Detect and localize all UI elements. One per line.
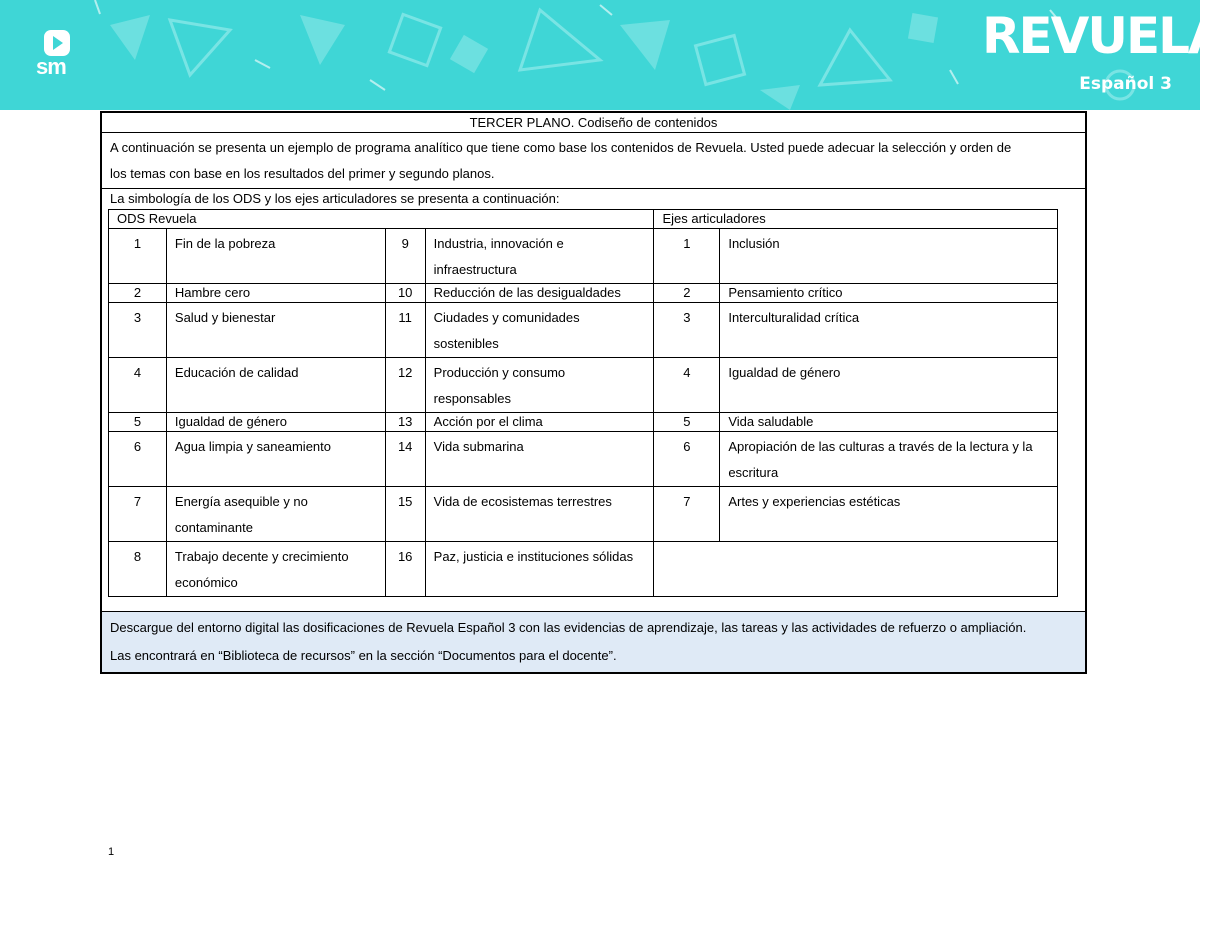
- ods-number: 10: [385, 284, 425, 303]
- ods-name: Paz, justicia e instituciones sólidas: [425, 542, 654, 597]
- ods-name: Igualdad de género: [166, 413, 385, 432]
- symbology-label: La simbología de los ODS y los ejes articuladores se presenta a continuación:: [110, 191, 560, 206]
- eje-number: 7: [654, 487, 720, 542]
- ods-name: Trabajo decente y crecimiento económico: [166, 542, 385, 597]
- ods-number: 13: [385, 413, 425, 432]
- eje-name: Pensamiento crítico: [720, 284, 1058, 303]
- ods-number: 5: [109, 413, 167, 432]
- revuela-logo: REVUELA: [982, 7, 1225, 65]
- content-table: [100, 111, 1087, 674]
- ods-number: 7: [109, 487, 167, 542]
- eje-name: Vida saludable: [720, 413, 1058, 432]
- table-row: [109, 229, 1058, 284]
- eje-name: Igualdad de género: [720, 358, 1058, 413]
- ods-number: 2: [109, 284, 167, 303]
- download-note-line-1: Descargue del entorno digital las dosificaciones de Revuela Español 3 con las evidencias de aprendizaje, las tareas y las actividades de refuerzo o ampliación.: [110, 620, 1027, 635]
- eje-name: Inclusión: [720, 229, 1058, 284]
- eje-number: 6: [654, 432, 720, 487]
- ods-name: Industria, innovación e infraestructura: [425, 229, 654, 284]
- ods-number: 9: [385, 229, 425, 284]
- ods-number: 12: [385, 358, 425, 413]
- ods-number: 16: [385, 542, 425, 597]
- ods-name: Vida de ecosistemas terrestres: [425, 487, 654, 542]
- table-row: [109, 358, 1058, 413]
- symbology-section: [102, 189, 1085, 612]
- intro-line-1: A continuación se presenta un ejemplo de programa analítico que tiene como base los contenidos de Revuela. Usted puede adecuar la selección y orden de: [110, 140, 1012, 155]
- ods-name: Acción por el clima: [425, 413, 654, 432]
- eje-name: Artes y experiencias estéticas: [720, 487, 1058, 542]
- ods-header: ODS Revuela: [109, 210, 654, 229]
- ods-number: 11: [385, 303, 425, 358]
- table-row: [109, 487, 1058, 542]
- intro-paragraph: [102, 133, 1085, 189]
- revuela-brand: [982, 6, 1225, 106]
- ods-number: 6: [109, 432, 167, 487]
- download-note-line-2: Las encontrará en “Biblioteca de recursos” en la sección “Documentos para el docente”.: [110, 648, 617, 663]
- ods-name: Ciudades y comunidades sostenibles: [425, 303, 654, 358]
- download-note: [102, 612, 1085, 672]
- ods-name: Producción y consumo responsables: [425, 358, 654, 413]
- ods-name: Reducción de las desigualdades: [425, 284, 654, 303]
- table-row: [109, 413, 1058, 432]
- sm-logo: [36, 30, 76, 82]
- table-row: [109, 303, 1058, 358]
- ods-name: Salud y bienestar: [166, 303, 385, 358]
- brand-subtitle: Español 3: [1079, 74, 1172, 94]
- page-number: 1: [108, 846, 115, 858]
- eje-number: 3: [654, 303, 720, 358]
- eje-number: 5: [654, 413, 720, 432]
- ods-number: 8: [109, 542, 167, 597]
- ejes-header: Ejes articuladores: [654, 210, 1058, 229]
- ods-name: Agua limpia y saneamiento: [166, 432, 385, 487]
- empty-cell: [654, 542, 1058, 597]
- ods-table-header: [109, 210, 1058, 229]
- ods-name: Energía asequible y no contaminante: [166, 487, 385, 542]
- ods-table: [108, 209, 1058, 597]
- eje-number: 2: [654, 284, 720, 303]
- intro-line-2: los temas con base en los resultados del primer y segundo planos.: [110, 166, 495, 181]
- table-row: [109, 432, 1058, 487]
- eje-name: Interculturalidad crítica: [720, 303, 1058, 358]
- ods-number: 1: [109, 229, 167, 284]
- sm-logo-icon: [44, 30, 70, 56]
- sm-logo-text: sm: [36, 54, 66, 79]
- document-title: TERCER PLANO. Codiseño de contenidos: [102, 113, 1085, 133]
- ods-number: 4: [109, 358, 167, 413]
- table-row: [109, 542, 1058, 597]
- eje-name: Apropiación de las culturas a través de la lectura y la escritura: [720, 432, 1058, 487]
- ods-number: 3: [109, 303, 167, 358]
- ods-name: Hambre cero: [166, 284, 385, 303]
- ods-name: Educación de calidad: [166, 358, 385, 413]
- eje-number: 1: [654, 229, 720, 284]
- table-row: [109, 284, 1058, 303]
- ods-name: Fin de la pobreza: [166, 229, 385, 284]
- header-banner: [0, 0, 1225, 110]
- ods-number: 14: [385, 432, 425, 487]
- ods-name: Vida submarina: [425, 432, 654, 487]
- eje-number: 4: [654, 358, 720, 413]
- ods-number: 15: [385, 487, 425, 542]
